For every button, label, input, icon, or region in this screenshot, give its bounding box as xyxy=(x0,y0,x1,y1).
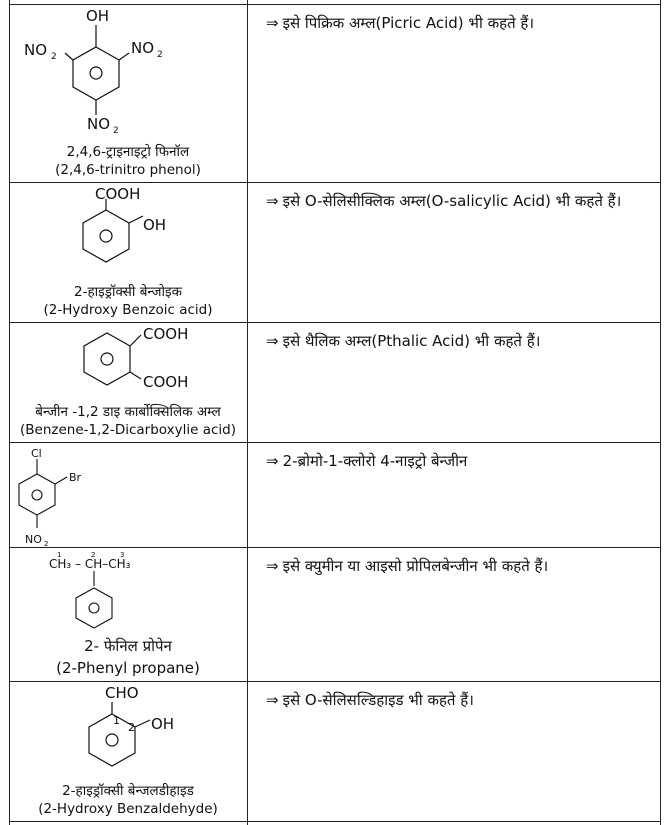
implies-arrow-icon: ⇒ xyxy=(266,557,279,575)
compound-name-hindi: 2,4,6-ट्राइनाइट्रो फिनॉल xyxy=(66,144,190,160)
structure-cell xyxy=(9,548,247,681)
structure-cell xyxy=(9,323,247,442)
carbon-number: 2 xyxy=(128,721,135,734)
cl-label: Cl xyxy=(31,447,42,460)
cooh-label: COOH xyxy=(143,325,189,343)
table-row xyxy=(9,183,661,322)
structure-cell xyxy=(9,443,247,547)
cooh-label: COOH xyxy=(95,185,141,203)
compound-name-english: (2-Hydroxy Benzaldehyde) xyxy=(38,801,218,817)
table-row xyxy=(9,443,661,547)
compound-name-english: (Benzene-1,2-Dicarboxylie acid) xyxy=(19,422,237,438)
no2-label: NO xyxy=(131,39,155,57)
propane-chain-label: CH₃ – CH–CH₃ xyxy=(49,557,131,571)
table-row xyxy=(9,682,661,821)
structure-cell xyxy=(9,682,247,821)
row-divider xyxy=(9,821,661,822)
br-label: Br xyxy=(69,471,82,484)
compound-name-english: (2-Hydroxy Benzoic acid) xyxy=(43,302,213,318)
cho-label: CHO xyxy=(105,684,139,702)
description-text: 2-ब्रोमो-1-क्लोरो 4-नाइट्रो बेन्जीन xyxy=(282,452,468,470)
description-cell xyxy=(257,5,661,182)
structure-cell xyxy=(9,5,247,182)
structure-cell xyxy=(9,183,247,322)
compound-name-hindi: बेन्जीन -1,2 डाइ कार्बोक्सिलिक अम्ल xyxy=(35,404,221,420)
svg-text:2: 2 xyxy=(157,50,163,60)
svg-text:2: 2 xyxy=(113,126,119,136)
picric-acid-structure xyxy=(9,5,247,145)
oh-label: OH xyxy=(143,216,167,234)
description-text: इसे क्युमीन या आइसो प्रोपिलबेन्जीन भी कहते हैं। xyxy=(282,557,549,575)
implies-arrow-icon: ⇒ xyxy=(266,14,279,32)
no2-label: NO xyxy=(24,41,48,59)
carbon-number: 2 xyxy=(91,551,96,559)
table-row xyxy=(9,5,661,182)
salicylaldehyde-structure xyxy=(9,682,247,782)
compound-name-english: (2-Phenyl propane) xyxy=(56,659,200,677)
description-text: इसे O-सेलिसीक्लिक अम्ल(O-salicylic Acid) भी कहते हैं। xyxy=(282,192,622,210)
oh-label: OH xyxy=(86,7,110,25)
implies-arrow-icon: ⇒ xyxy=(266,332,279,350)
compound-name-hindi: 2-हाइड्रॉक्सी बेन्जोइक xyxy=(74,284,182,300)
salicylic-acid-structure xyxy=(9,183,247,283)
carbon-number: 3 xyxy=(120,551,125,559)
implies-arrow-icon: ⇒ xyxy=(266,691,279,709)
oh-label: OH xyxy=(151,715,175,733)
description-text: इसे थैलिक अम्ल(Pthalic Acid) भी कहते हैं। xyxy=(282,332,541,350)
description-cell xyxy=(257,548,661,681)
implies-arrow-icon: ⇒ xyxy=(266,192,279,210)
compound-name-hindi: 2-हाइड्रॉक्सी बेन्जलडीहाइड xyxy=(62,783,194,799)
description-cell xyxy=(257,323,661,442)
svg-text:2: 2 xyxy=(44,540,49,547)
compound-name-hindi: 2- फेनिल प्रोपेन xyxy=(84,637,172,655)
description-cell xyxy=(257,183,661,322)
bromo-chloro-nitrobenzene-structure xyxy=(9,443,247,547)
carbon-number: 1 xyxy=(113,714,120,727)
implies-arrow-icon: ⇒ xyxy=(266,452,279,470)
no2-label: NO xyxy=(87,115,111,133)
phthalic-acid-structure xyxy=(9,323,247,403)
description-text: इसे पिक्रिक अम्ल(Picric Acid) भी कहते हैं। xyxy=(282,14,535,32)
table-row xyxy=(9,548,661,681)
table-row xyxy=(9,323,661,442)
no2-label: NO xyxy=(25,533,42,546)
description-cell xyxy=(257,682,661,821)
cumene-structure xyxy=(9,548,247,638)
compound-name-english: (2,4,6-trinitro phenol) xyxy=(55,162,201,178)
description-text: इसे O-सेलिसल्डिहाइड भी कहते हैं। xyxy=(282,691,474,709)
description-cell xyxy=(257,443,661,547)
carbon-number: 1 xyxy=(57,551,62,559)
cooh-label: COOH xyxy=(143,373,189,391)
svg-text:2: 2 xyxy=(51,52,57,62)
